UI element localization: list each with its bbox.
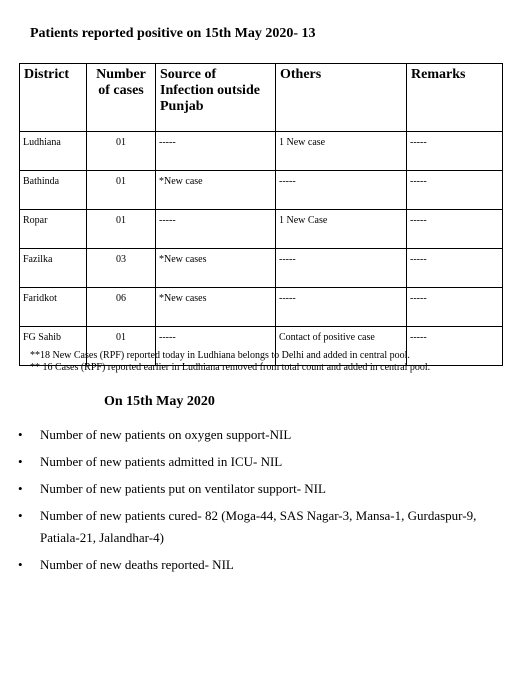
cell-remarks: ----- (407, 210, 503, 249)
cell-cases: 01 (87, 171, 156, 210)
cell-others: Contact of positive case (276, 327, 407, 366)
footnotes (30, 350, 430, 374)
bullet-icon: • (18, 508, 23, 523)
bullet-icon: • (18, 557, 23, 572)
section-heading: On 15th May 2020 (104, 394, 215, 409)
table-header-row (20, 64, 503, 132)
cell-district: Ludhiana (20, 132, 87, 171)
cell-remarks: ----- (407, 288, 503, 327)
cell-others: ----- (276, 288, 407, 327)
cell-district: Faridkot (20, 288, 87, 327)
header-others: Others (276, 64, 407, 132)
header-remarks: Remarks (407, 64, 503, 132)
footnote: **18 New Cases (RPF) reported today in Ludhiana belongs to Delhi and added in central pool. (30, 350, 410, 361)
cell-others: 1 New Case (276, 210, 407, 249)
cell-remarks: ----- (407, 249, 503, 288)
bullet-icon: • (18, 454, 23, 469)
list-item-text: Number of new patients put on ventilator support- NIL (40, 481, 326, 496)
cell-source: ----- (156, 132, 276, 171)
bullet-icon: • (18, 481, 23, 496)
cell-district: FG Sahib (20, 327, 87, 366)
table-row (20, 171, 503, 210)
cell-others: 1 New case (276, 132, 407, 171)
cell-remarks: ----- (407, 171, 503, 210)
cell-others: ----- (276, 249, 407, 288)
list-item (0, 478, 480, 500)
table-row (20, 210, 503, 249)
page-title: Patients reported positive on 15th May 2020- 13 (30, 26, 316, 41)
cell-remarks: ----- (407, 132, 503, 171)
header-source-of-infection: Source of Infection outside Punjab (156, 64, 276, 132)
table-row (20, 249, 503, 288)
header-number-of-cases: Number of cases (87, 64, 156, 132)
summary-list (0, 424, 480, 581)
table-row (20, 288, 503, 327)
list-item-text: Number of new patients cured- 82 (Moga-44, SAS Nagar-3, Mansa-1, Gurdaspur-9, Patiala-21, Jalandhar-4) (40, 508, 477, 545)
footnote: ** 16 Cases (RPF) reported earlier in Ludhiana removed from total count and added in central pool. (30, 362, 431, 373)
cell-source: *New cases (156, 288, 276, 327)
cell-cases: 06 (87, 288, 156, 327)
cell-others: ----- (276, 171, 407, 210)
header-district: District (20, 64, 87, 132)
list-item-text: Number of new patients on oxygen support-NIL (40, 427, 292, 442)
list-item-text: Number of new deaths reported- NIL (40, 557, 234, 572)
list-item-text: Number of new patients admitted in ICU- NIL (40, 454, 283, 469)
cases-table (19, 63, 503, 366)
cell-cases: 01 (87, 132, 156, 171)
cell-district: Ropar (20, 210, 87, 249)
list-item (0, 424, 480, 446)
cell-source: *New cases (156, 249, 276, 288)
list-item (0, 451, 480, 473)
cell-cases: 01 (87, 210, 156, 249)
cell-remarks: ----- (407, 327, 503, 366)
cell-cases: 01 (87, 327, 156, 366)
cell-source: ----- (156, 210, 276, 249)
cell-cases: 03 (87, 249, 156, 288)
cell-source: ----- (156, 327, 276, 366)
list-item (0, 505, 480, 549)
bullet-icon: • (18, 427, 23, 442)
cell-district: Fazilka (20, 249, 87, 288)
table-row (20, 132, 503, 171)
cell-source: *New case (156, 171, 276, 210)
cell-district: Bathinda (20, 171, 87, 210)
list-item (0, 554, 480, 576)
